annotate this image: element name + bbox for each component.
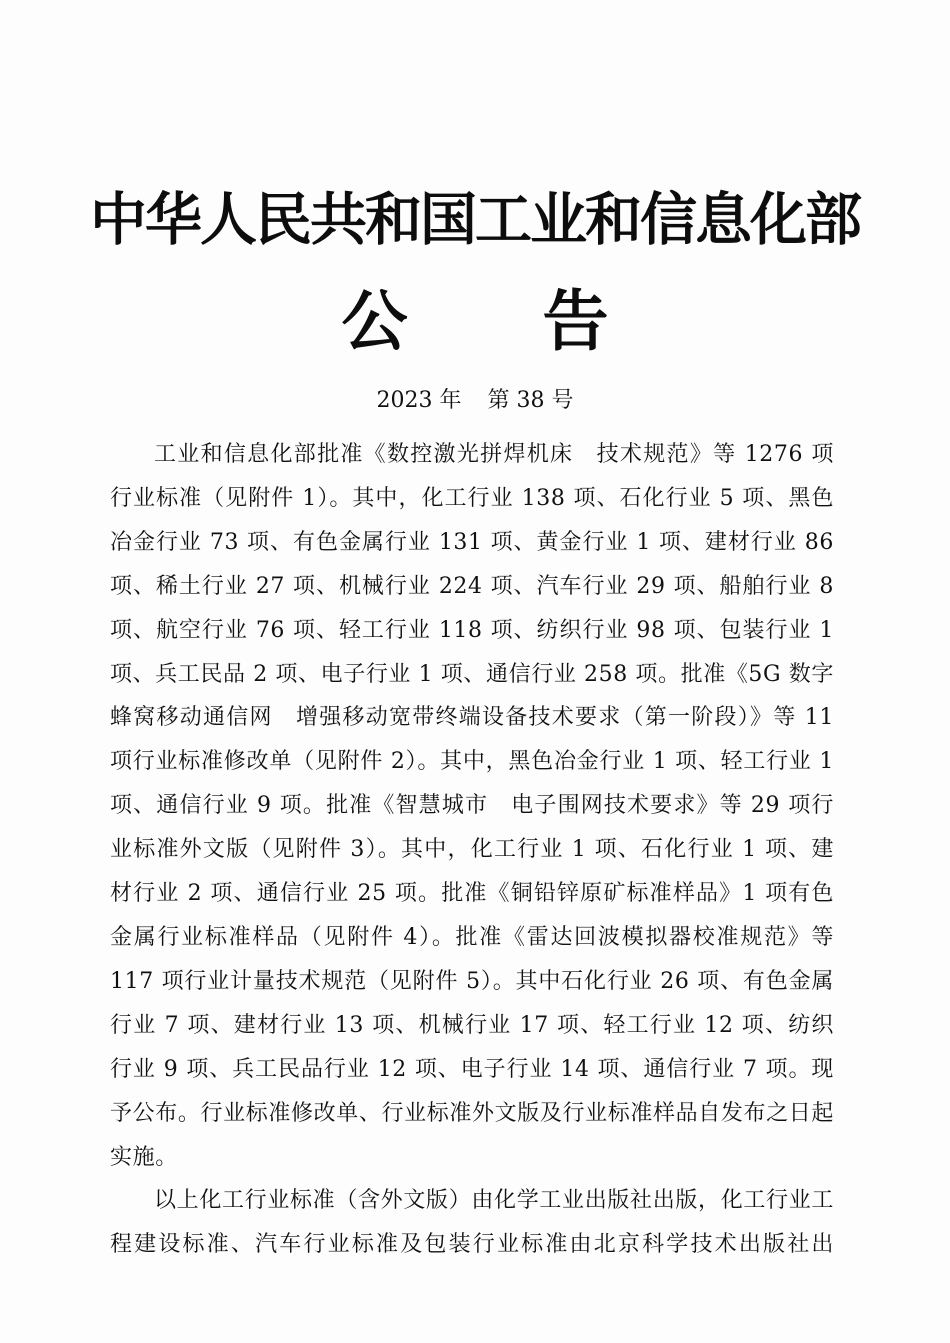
issuing-authority-title: 中华人民共和国工业和信息化部 [90, 187, 860, 253]
document-type-char-2: 告 [542, 283, 609, 360]
body-paragraph-1: 工业和信息化部批准《数控激光拼焊机床 技术规范》等 1276 项行业标准（见附件 1）。其中，化工行业 138 项、石化行业 5 项、黑色冶金行业 73 项、有色金属行业 131 项、黄金行业 1 项、建材行业 86 项、稀土行业 27 项、机械行业 224 项、汽车行业 29 项、船舶行业 8 项、航空行业 76 项、轻工行业 118 项、纺织行业 98 项、包装行业 1 项、兵工民品 2 项、电子行业 1 项、通信行业 258 项。批准《5G 数字蜂窝移动通信网 增强移动宽带终端设备技术要求（第一阶段）》等 11 项行业标准修改单（见附件 2）。其中，黑色冶金行业 1 项、轻工行业 1 项、通信行业 9 项。批准《智慧城市 电子围网技术要求》等 29 项行业标准外文版（见附件 3）。其中，化工行业 1 项、石化行业 1 项、建材行业 2 项、通信行业 25 项。批准《铜铅锌原矿标准样品》1 项有色金属行业标准样品（见附件 4）。批准《雷达回波模拟器校准规范》等 117 项行业计量技术规范（见附件 5）。其中石化行业 26 项、有色金属行业 7 项、建材行业 13 项、机械行业 17 项、轻工行业 12 项、纺织行业 9 项、兵工民品行业 12 项、电子行业 14 项、通信行业 7 项。现予公布。行业标准修改单、行业标准外文版及行业标准样品自发布之日起实施。 [110, 442, 834, 1170]
announcement-body [110, 433, 834, 1267]
document-type-title [0, 282, 950, 362]
body-paragraph-2: 以上化工行业标准（含外文版）由化学工业出版社出版，化工行业工程建设标准、汽车行业标准及包装行业标准由北京科学技术出版社出 [110, 1188, 834, 1258]
document-year: 2023 年 [376, 388, 462, 413]
document-type-char-1: 公 [341, 283, 408, 360]
document-serial: 第 38 号 [487, 388, 574, 413]
document-number [0, 383, 950, 419]
